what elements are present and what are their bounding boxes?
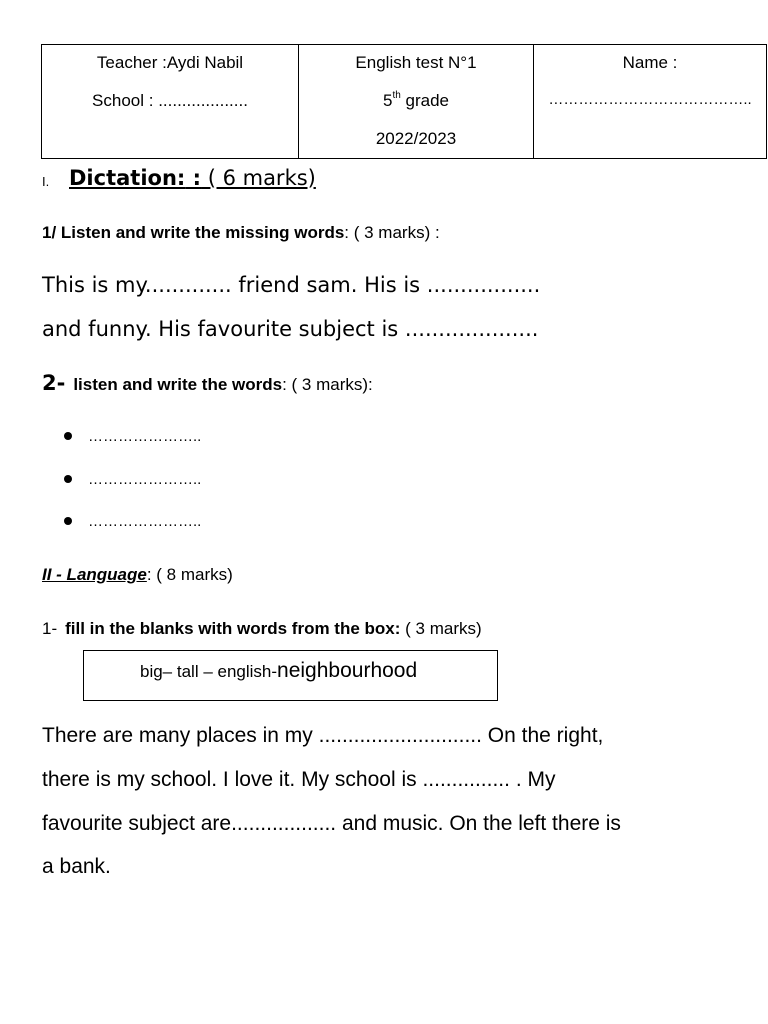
header-test-cell [298, 45, 533, 158]
header-table [41, 44, 767, 159]
teacher-label: Teacher :Aydi Nabil [96, 53, 244, 72]
bullet-icon [64, 517, 72, 525]
test-title: English test N°1 [355, 53, 477, 72]
section2-heading: II - Language: ( 8 marks) [42, 565, 233, 584]
q3-text-line-1: There are many places in my ............................ On the right, [42, 724, 604, 747]
q2-blank-1: ………………….. [88, 428, 202, 445]
q1-line2: and funny. His favourite subject is .................... [42, 317, 539, 341]
word-box-words: big– tall – english-neighbourhood [140, 659, 418, 682]
q3-text-line-4: a bank. [42, 855, 111, 878]
section1-numeral: I. [42, 174, 50, 189]
q3-text-line-3: favourite subject are.................. and music. On the left there is [42, 812, 621, 835]
grade-label: 5th grade [382, 90, 449, 110]
q3-heading: 1- fill in the blanks with words from the box: ( 3 marks) [42, 619, 482, 638]
q1-heading: 1/ Listen and write the missing words: ( 3 marks) : [42, 223, 440, 242]
name-blank: ………………………………….. [548, 91, 752, 108]
header-teacher-cell [42, 45, 298, 158]
q3-text-line-2: there is my school. I love it. My school is ............... . My [42, 768, 556, 791]
q2-blank-2: ………………….. [88, 471, 202, 488]
name-label: Name : [622, 53, 678, 72]
bullet-icon [64, 432, 72, 440]
header-name-cell [533, 45, 766, 158]
school-label: School : ................... [92, 91, 248, 110]
q1-line1: This is my............. friend sam. His is ................. [42, 273, 541, 297]
section1-heading: Dictation: : ( 6 marks) [69, 166, 316, 190]
q2-blank-3: ………………….. [88, 513, 202, 530]
word-box [83, 650, 498, 701]
bullet-icon [64, 475, 72, 483]
q2-heading: 2- listen and write the words: ( 3 marks): [42, 371, 373, 395]
school-year: 2022/2023 [375, 129, 457, 148]
